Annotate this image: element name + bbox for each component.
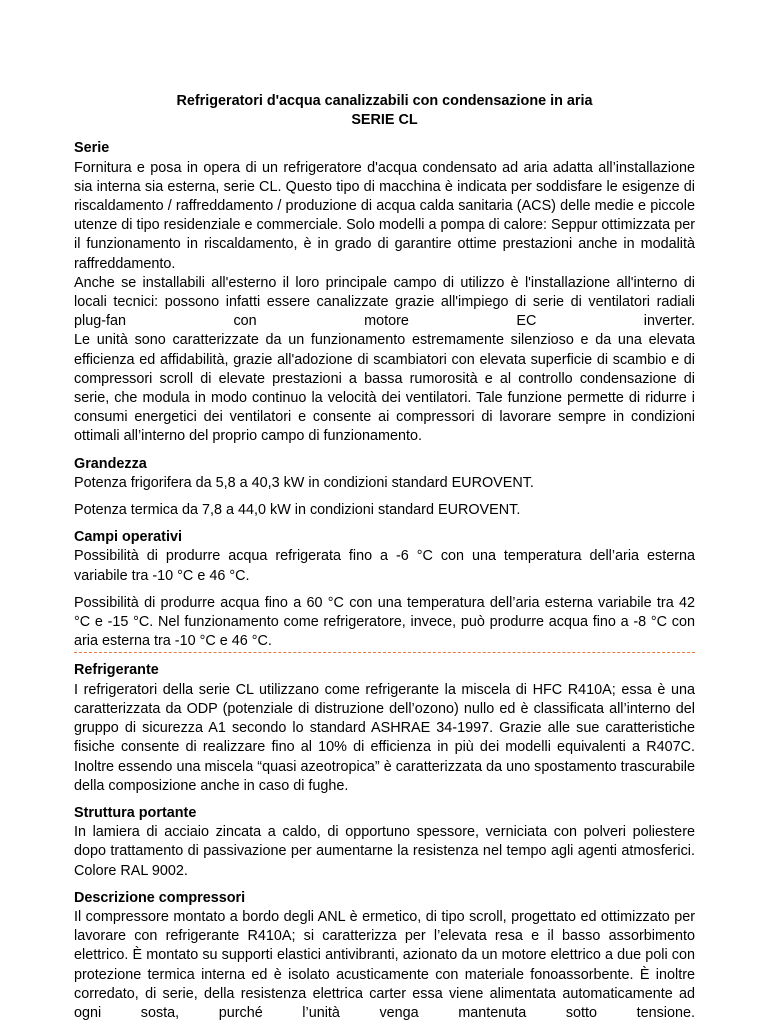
section-refrigerante bbox=[74, 661, 695, 795]
paragraph: In lamiera di acciaio zincata a caldo, di opportuno spessore, verniciata con polveri poliestere dopo trattamento di passivazione per aumentarne la resistenza nel tempo agli agenti atmosferici. Colore RAL 9002. bbox=[74, 824, 695, 879]
paragraph: Possibilità di produrre acqua fino a 60 °C con una temperatura dell’aria esterna variabile tra 42 °C e -15 °C. Nel funzionamento come refrigeratore, invece, può produrre acqua fino a -8 °C con aria esterna tra -10 °C e 46 °C. bbox=[74, 594, 695, 650]
paragraph: Le unità sono caratterizzate da un funzionamento estremamente silenzioso e da una elevata efficienza ed affidabilità, grazie all'adozione di scambiatori con elevata superficie di scambio e di compressori scroll di elevate prestazioni a bassa rumorosità e al controllo condensazione di serie, che modula in modo continuo la velocità dei ventilatori. Tale funzione permette di ridurre i consumi energetici dei ventilatori e consente ai compressori di lavorare sempre in condizioni ottimali all’interno del proprio campo di funzionamento. bbox=[74, 332, 695, 445]
paragraph: I refrigeratori della serie CL utilizzano come refrigerante la miscela di HFC R410A; essa è una caratterizzata da ODP (potenziale di distruzione dell’ozono) nullo ed è classificata all’interno del gruppo di sicurezza A1 secondo lo standard ASHRAE 34-1997. Grazie alle sue caratteristiche fisiche consente di realizzare fino al 10% di efficienza in più dei modelli equivalenti a R407C. Inoltre essendo una miscela “quasi azeotropica” è caratterizzata da uno spostamento trascurabile della composizione anche in caso di fughe. bbox=[74, 681, 695, 794]
paragraph: Potenza frigorifera da 5,8 a 40,3 kW in condizioni standard EUROVENT. bbox=[74, 474, 534, 491]
paragraph: Il compressore montato a bordo degli ANL è ermetico, di tipo scroll, progettato ed ottimizzato per lavorare con refrigerante R410A; si caratterizza per l’elevata resa e il basso assorbimento elettrico. È montato su supporti elastici antivibranti, azionato da un motore elettrico a due poli con protezione termica interna ed è isolato acusticamente con materiale fonoassorbente. È inoltre corredato, di serie, della resistenza elettrica carter essa viene alimentata automaticamente ad ogni sosta, purché l’unità venga mantenuta sotto tensione. bbox=[74, 908, 695, 1021]
section-heading: Grandezza bbox=[74, 455, 147, 472]
paragraph: Anche se installabili all'esterno il loro principale campo di utilizzo è l'installazione all'interno di locali tecnici: possono infatti essere canalizzate grazie all'impiego di serie di ventilatori radiali plug-fan con motore EC inverter. bbox=[74, 274, 695, 330]
document-title bbox=[74, 92, 695, 130]
section-grandezza bbox=[74, 455, 695, 521]
section-struttura-portante bbox=[74, 804, 695, 881]
section-descrizione-compressori bbox=[74, 889, 695, 1023]
paragraph: Potenza termica da 7,8 a 44,0 kW in condizioni standard EUROVENT. bbox=[74, 502, 521, 519]
section-heading: Descrizione compressori bbox=[74, 889, 246, 906]
section-heading: Struttura portante bbox=[74, 804, 197, 821]
paragraph: Fornitura e posa in opera di un refrigeratore d'acqua condensato ad aria adatta all’installazione sia interna sia esterna, serie CL. Questo tipo di macchina è indicata per soddisfare le esigenze di riscaldamento / raffreddamento / produzione di acqua calda sanitaria (ACS) delle medie e piccole utenze di tipo residenziale e commerciale. Solo modelli a pompa di calore: Seppur ottimizzata per il funzionamento in riscaldamento, è in grado di garantire ottime prestazioni anche in modalità raffreddamento. bbox=[74, 159, 695, 272]
section-serie bbox=[74, 139, 695, 446]
document-page bbox=[74, 92, 695, 1031]
section-heading: Refrigerante bbox=[74, 662, 159, 679]
section-heading: Campi operativi bbox=[74, 529, 182, 546]
section-campi-operativi bbox=[74, 528, 695, 653]
title-line-2: SERIE CL bbox=[351, 112, 418, 129]
paragraph: Possibilità di produrre acqua refrigerata fino a -6 °C con una temperatura dell’aria esterna variabile tra -10 °C e 46 °C. bbox=[74, 548, 695, 584]
section-heading: Serie bbox=[74, 140, 110, 157]
title-line-1: Refrigeratori d'acqua canalizzabili con condensazione in aria bbox=[176, 93, 593, 109]
